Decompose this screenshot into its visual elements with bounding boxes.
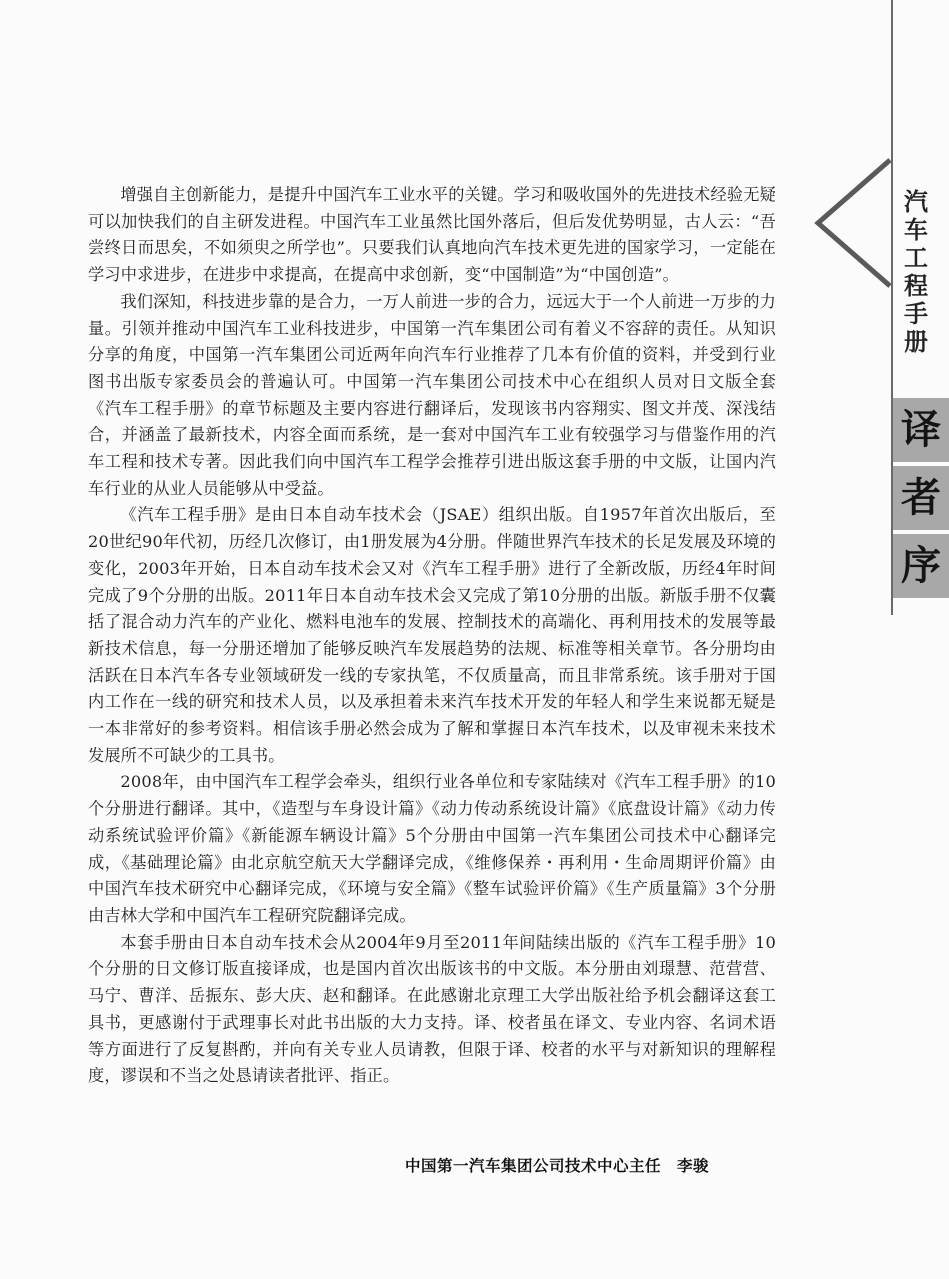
section-label-char: 译: [901, 407, 941, 453]
sidebar-book-title: [896, 188, 936, 356]
section-label-block: [893, 466, 949, 530]
paragraph: 本套手册由日本自动车技术会从2004年9月至2011年间陆续出版的《汽车工程手册》10个分册的日文修订版直接译成，也是国内首次出版该书的中文版。本分册由刘璟慧、范营营、马宁、曹洋、岳振东、彭大庆、赵和翻译。在此感谢北京理工大学出版社给予机会翻译这套工具书，更感谢付于武理事长对此书出版的大力支持。译、校者虽在译文、专业内容、名词术语等方面进行了反复斟酌，并向有关专业人员请教，但限于译、校者的水平与对新知识的理解程度，谬误和不当之处恳请读者批评、指正。: [88, 932, 776, 1086]
book-title-char: 汽: [904, 188, 928, 216]
book-title-char: 手: [904, 300, 928, 328]
chevron-decoration-icon: [812, 158, 894, 288]
paragraph: 《汽车工程手册》是由日本自动车技术会（JSAE）组织出版。自1957年首次出版后，至20世纪90年代初，历经几次修订，由1册发展为4分册。伴随世界汽车技术的长足发展及环境的变化，2003年开始，日本自动车技术会又对《汽车工程手册》进行了全新改版，历经4年时间完成了9个分册的出版。2011年日本自动车技术会又完成了第10分册的出版。新版手册不仅囊括了混合动力汽车的产业化、燃料电池车的发展、控制技术的高端化、再利用技术的发展等最新技术信息，每一分册还增加了能够反映汽车发展趋势的法规、标准等相关章节。各分册均由活跃在日本汽车各专业领域研发一线的专家执笔，不仅质量高，而且非常系统。该手册对于国内工作在一线的研究和技术人员，以及承担着未来汽车技术开发的年轻人和学生来说都无疑是一本非常好的参考资料。相信该手册必然会成为了解和掌握日本汽车技术，以及审视未来技术发展所不可缺少的工具书。: [88, 505, 776, 765]
book-title-char: 册: [904, 328, 928, 356]
book-title-char: 程: [904, 272, 928, 300]
book-title-char: 工: [904, 244, 928, 272]
section-label-block: [893, 534, 949, 598]
section-label-block: [893, 398, 949, 462]
signature: 中国第一汽车集团公司技术中心主任 李骏: [405, 1157, 710, 1175]
section-label-char: 者: [901, 475, 941, 521]
preface-body: [88, 182, 776, 1090]
book-title-char: 车: [904, 216, 928, 244]
paragraph: 增强自主创新能力，是提升中国汽车工业水平的关键。学习和吸收国外的先进技术经验无疑可以加快我们的自主研发进程。中国汽车工业虽然比国外落后，但后发优势明显，古人云：“吾尝终日而思矣，不如须臾之所学也”。只要我们认真地向汽车技术更先进的国家学习，一定能在学习中求进步，在进步中求提高，在提高中求创新，变“中国制造”为“中国创造”。: [88, 185, 776, 285]
paragraph: 我们深知，科技进步靠的是合力，一万人前进一步的合力，远远大于一个人前进一万步的力量。引领并推动中国汽车工业科技进步，中国第一汽车集团公司有着义不容辞的责任。从知识分享的角度，中国第一汽车集团公司近两年向汽车行业推荐了几本有价值的资料，并受到行业图书出版专家委员会的普遍认可。中国第一汽车集团公司技术中心在组织人员对日文版全套《汽车工程手册》的章节标题及主要内容进行翻译后，发现该书内容翔实、图文并茂、深浅结合，并涵盖了最新技术，内容全面而系统，是一套对中国汽车工业有较强学习与借鉴作用的汽车工程和技术专著。因此我们向中国汽车工程学会推荐引进出版这套手册的中文版，让国内汽车行业的从业人员能够从中受益。: [88, 291, 776, 498]
section-label-char: 序: [901, 543, 941, 589]
paragraph: 2008年，由中国汽车工程学会牵头，组织行业各单位和专家陆续对《汽车工程手册》的10个分册进行翻译。其中，《造型与车身设计篇》《动力传动系统设计篇》《底盘设计篇》《动力传动系统试验评价篇》《新能源车辆设计篇》5个分册由中国第一汽车集团公司技术中心翻译完成，《基础理论篇》由北京航空航天大学翻译完成，《维修保养・再利用・生命周期评价篇》由中国汽车技术研究中心翻译完成，《环境与安全篇》《整车试验评价篇》《生产质量篇》3个分册由吉林大学和中国汽车工程研究院翻译完成。: [88, 772, 776, 925]
